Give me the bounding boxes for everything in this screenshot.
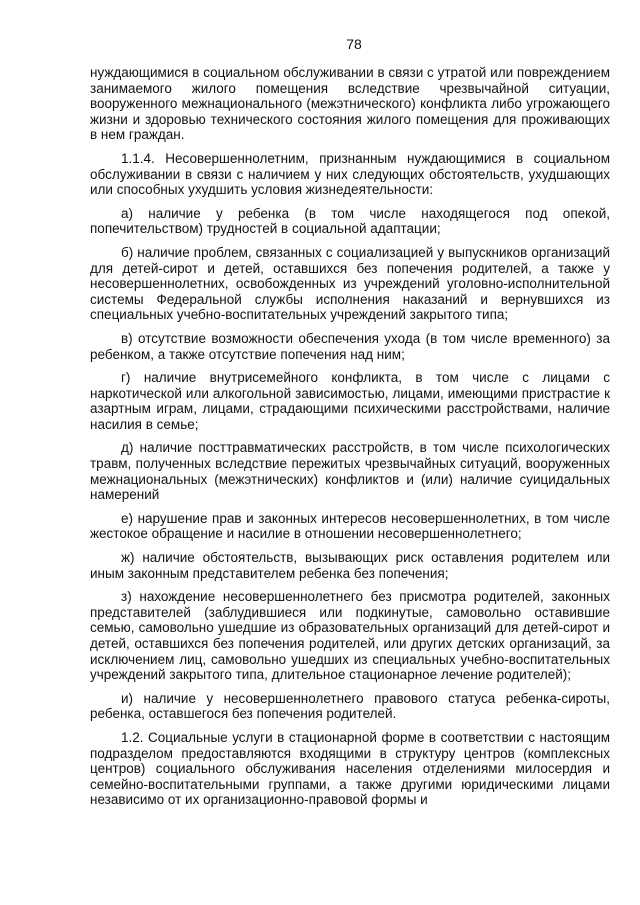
paragraph: нуждающимися в социальном обслуживании в связи с утратой или повреждением занимаемого жилого помещения вследствие чрезвычайной ситуации, вооруженного межнационального (межэтнического) конфликта либо угрожающего жизни и здоровью технического состояния жилого помещения для проживающих в нем граждан.: [90, 65, 610, 143]
paragraph: з) нахождение несовершеннолетнего без присмотра родителей, законных представителей (заблудившиеся или подкинутые, самовольно оставившие семью, самовольно ушедшие из образовательных организаций для детей-сирот и детей, оставшихся без попечения родителей, или других детских организаций, за исключением лиц, самовольно ушедших из специальных учебно-воспитательных учреждений закрытого типа, длительное стационарное лечение родителей);: [90, 589, 610, 683]
paragraph: 1.1.4. Несовершеннолетним, признанным нуждающимися в социальном обслуживании в связи с наличием у них следующих обстоятельств, ухудшающих или способных ухудшить условия жизнедеятельности:: [90, 150, 610, 198]
paragraph: г) наличие внутрисемейного конфликта, в том числе с лицами с наркотической или алкогольной зависимостью, лицами, имеющими пристрастие к азартным играм, лицами, страдающими психическими расстройствами, наличие насилия в семье;: [90, 370, 610, 432]
paragraph: и) наличие у несовершеннолетнего правового статуса ребенка-сироты, ребенка, оставшегося без попечения родителей.: [90, 690, 610, 722]
paragraph: д) наличие посттравматических расстройств, в том числе психологических травм, полученных вследствие пережитых чрезвычайных ситуаций, вооруженных межнациональных (межэтнических) конфликтов и (или) наличие суицидальных намерений: [90, 440, 610, 503]
paragraph: 1.2. Социальные услуги в стационарной форме в соответствии с настоящим подразделом предоставляются входящими в структуру центров (комплексных центров) социального обслуживания населения отделениями милосердия и семейно-воспитательными группами, а также другими юридическими лицами независимо от их организационно-правовой формы и: [90, 729, 610, 808]
paragraph: е) нарушение прав и законных интересов несовершеннолетних, в том числе жестокое обращение и насилие в отношении несовершеннолетнего;: [90, 510, 610, 542]
paragraph: б) наличие проблем, связанных с социализацией у выпускников организаций для детей-сирот и детей, оставшихся без попечения родителей, а также у несовершеннолетних, освобожденных из учреждений уголовно-исполнительной системы Федеральной службы исполнения наказаний и вернувшихся из специальных учебно-воспитательных учреждений закрытого типа;: [90, 244, 610, 323]
paragraph: в) отсутствие возможности обеспечения ухода (в том числе временного) за ребенком, а также отсутствие попечения над ним;: [90, 330, 610, 362]
page-number: 78: [346, 36, 362, 52]
paragraph: а) наличие у ребенка (в том числе находящегося под опекой, попечительством) трудностей в социальной адаптации;: [90, 205, 610, 237]
document-body: [90, 65, 610, 808]
paragraph: ж) наличие обстоятельств, вызывающих риск оставления родителем или иным законным представителем ребенка без попечения;: [90, 550, 610, 581]
